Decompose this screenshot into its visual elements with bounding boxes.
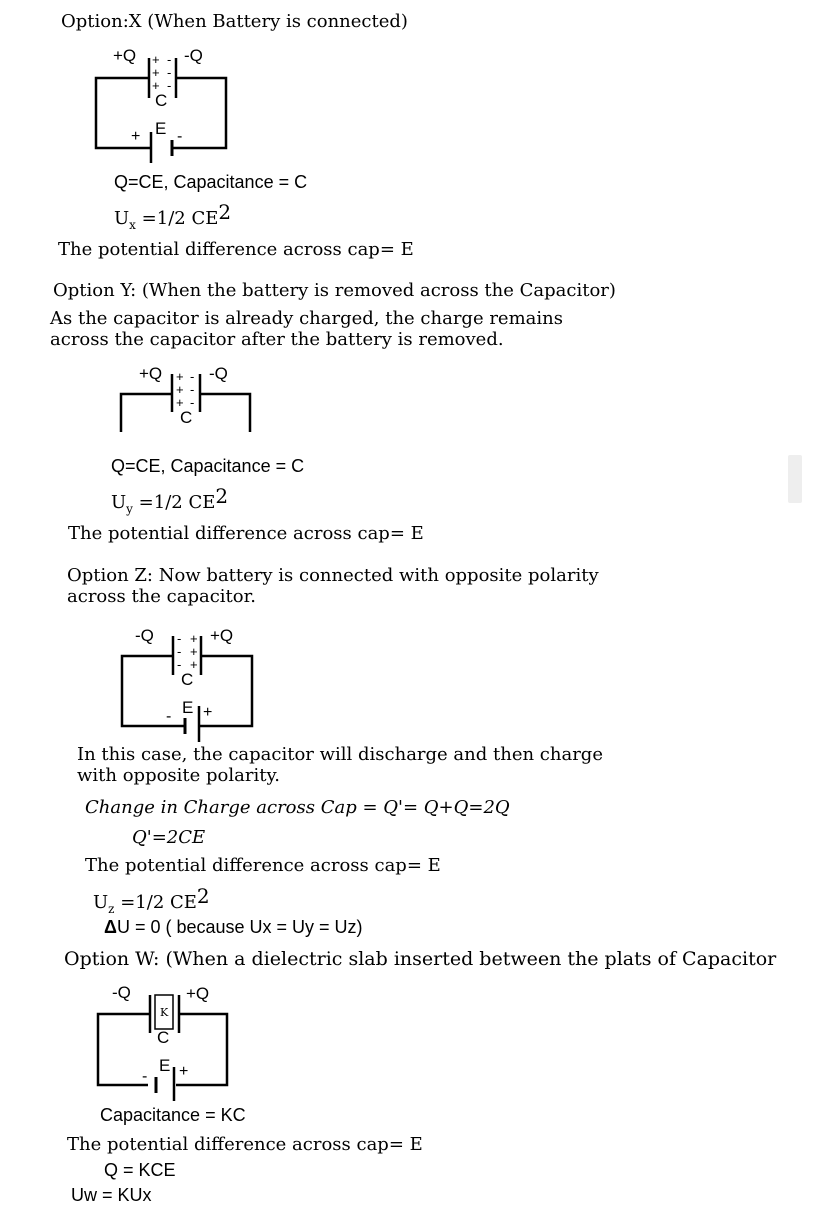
option-x-battery-label: E bbox=[155, 119, 167, 138]
option-w-charge-negative: -Q bbox=[112, 983, 131, 1002]
option-x-charge-positive: +Q bbox=[113, 46, 137, 65]
option-x-potential-difference: The potential difference across cap= E bbox=[58, 239, 414, 260]
option-y-charge-positive: +Q bbox=[139, 364, 163, 383]
option-w-battery-label: E bbox=[159, 1056, 171, 1075]
option-x-charge-equation: Q=CE, Capacitance = C bbox=[114, 172, 308, 192]
option-y-potential-difference: The potential difference across cap= E bbox=[68, 523, 424, 544]
option-y-plate-sign: + bbox=[176, 382, 184, 397]
option-z-plate-sign: - bbox=[177, 657, 182, 672]
option-x-plate-sign: - bbox=[167, 52, 172, 67]
option-z-battery-negative: - bbox=[166, 708, 172, 725]
option-y-capacitor-label: C bbox=[180, 408, 193, 427]
option-x-plate-sign: + bbox=[152, 65, 160, 80]
option-y-description-line2: across the capacitor after the battery is removed. bbox=[50, 329, 504, 350]
option-x-energy-equation: $U_x =1/2$ CE2 bbox=[114, 200, 232, 232]
option-z-plate-sign: - bbox=[177, 644, 182, 659]
option-w-charge-equation: Q = KCE bbox=[104, 1160, 176, 1180]
option-y-charge-negative: -Q bbox=[209, 364, 228, 383]
option-y-plate-sign: - bbox=[190, 369, 195, 384]
option-x-battery-negative: - bbox=[177, 128, 183, 145]
option-z-potential-difference: The potential difference across cap= E bbox=[85, 855, 441, 876]
option-z-capacitor-label: C bbox=[181, 670, 194, 689]
option-y-heading: Option Y: (When the battery is removed across the Capacitor) bbox=[53, 280, 616, 301]
option-w-capacitor-label: C bbox=[157, 1028, 170, 1047]
option-w-battery-negative: - bbox=[142, 1068, 148, 1085]
option-z-q-prime: Q'=2CE bbox=[132, 827, 206, 848]
option-w-charge-positive: +Q bbox=[186, 984, 210, 1003]
option-x-heading: Option:X (When Battery is connected) bbox=[61, 11, 408, 32]
option-x-plate-sign: - bbox=[167, 65, 172, 80]
option-z-charge-positive: +Q bbox=[210, 626, 234, 645]
option-z-charge-negative: -Q bbox=[135, 626, 154, 645]
option-y-plate-sign: + bbox=[176, 395, 184, 410]
option-x-battery-positive: + bbox=[131, 128, 141, 145]
option-w-battery-positive: + bbox=[179, 1063, 189, 1080]
delta-icon: Δ bbox=[104, 917, 117, 937]
option-y-plate-sign: - bbox=[190, 395, 195, 410]
option-z-battery-label: E bbox=[182, 698, 194, 717]
option-x-plate-sign: + bbox=[152, 78, 160, 93]
option-y-charge-equation: Q=CE, Capacitance = C bbox=[111, 456, 305, 476]
option-x-charge-negative: -Q bbox=[184, 46, 203, 65]
option-x-plate-sign: - bbox=[167, 78, 172, 93]
option-z-delta-energy: ΔU = 0 ( because Ux = Uy = Uz) bbox=[104, 917, 363, 937]
option-y-energy-equation: $U_y =1/2$ CE2 bbox=[111, 484, 229, 516]
option-z-plate-sign: + bbox=[190, 657, 198, 672]
option-w-energy-equation: Uw = KUx bbox=[71, 1185, 152, 1205]
option-z-plate-sign: + bbox=[190, 644, 198, 659]
option-z-description-line2: with opposite polarity. bbox=[77, 765, 280, 786]
option-z-heading-line2: across the capacitor. bbox=[67, 586, 256, 607]
option-w-heading: Option W: (When a dielectric slab inserted between the plats of Capacitor bbox=[64, 948, 777, 970]
option-z-plate-sign: - bbox=[177, 631, 182, 646]
option-z-change-in-charge: Change in Charge across Cap = Q'= Q+Q=2Q bbox=[85, 797, 510, 818]
option-w-capacitance: Capacitance = KC bbox=[100, 1105, 246, 1125]
option-y-description-line1: As the capacitor is already charged, the charge remains bbox=[50, 308, 563, 329]
option-z-heading-line1: Option Z: Now battery is connected with opposite polarity bbox=[67, 565, 599, 586]
option-y-plate-sign: + bbox=[176, 369, 184, 384]
option-z-energy-equation: $U_z =1/2$ CE2 bbox=[93, 884, 210, 916]
option-w-potential-difference: The potential difference across cap= E bbox=[67, 1134, 423, 1155]
option-x-capacitor-label: C bbox=[155, 91, 168, 110]
option-z-battery-positive: + bbox=[203, 704, 213, 721]
option-w-slab-label: K bbox=[160, 1006, 169, 1019]
option-x-plate-sign: + bbox=[152, 52, 160, 67]
option-z-description-line1: In this case, the capacitor will discharge and then charge bbox=[77, 744, 603, 765]
option-y-plate-sign: - bbox=[190, 382, 195, 397]
scrollbar-thumb[interactable] bbox=[788, 455, 802, 503]
option-z-plate-sign: + bbox=[190, 631, 198, 646]
